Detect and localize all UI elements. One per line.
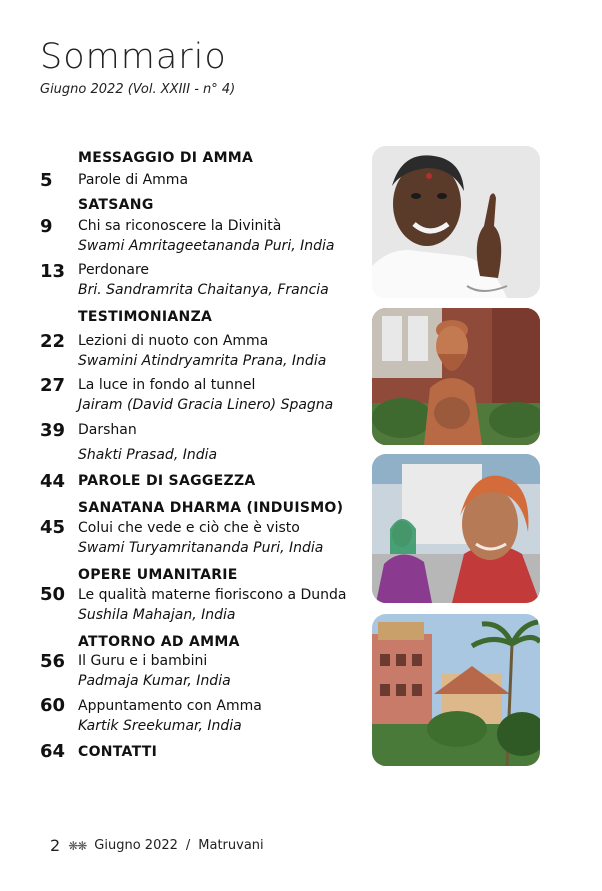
article-author: Shakti Prasad, India (78, 447, 218, 463)
page-number: 13 (40, 261, 66, 282)
page-number: 56 (40, 651, 66, 672)
article-title[interactable]: Chi sa riconoscere la Divinità (78, 218, 282, 234)
footer-page-number: 2 (50, 836, 61, 855)
page-number: 5 (40, 170, 53, 191)
page-number: 22 (40, 331, 66, 352)
footer-magazine-name: Matruvani (198, 838, 264, 853)
article-title[interactable]: Appuntamento con Amma (78, 698, 262, 714)
page-title: Sommario (40, 37, 227, 77)
article-author: Kartik Sreekumar, India (78, 718, 242, 734)
article-author: Bri. Sandramrita Chaitanya, Francia (78, 282, 329, 298)
page-number: 9 (40, 216, 53, 237)
section-heading-sanatana[interactable]: SANATANA DHARMA (INDUISMO) (78, 500, 344, 516)
article-author: Jairam (David Gracia Linero) Spagna (78, 397, 334, 413)
flower-ornament-icon: ❋❋ (68, 838, 87, 853)
section-heading-opere[interactable]: OPERE UMANITARIE (78, 567, 238, 583)
article-title[interactable]: Le qualità materne fioriscono a Dunda (78, 587, 347, 603)
page-number: 60 (40, 695, 66, 716)
article-title[interactable]: Colui che vede e ciò che è visto (78, 520, 300, 536)
page-number: 50 (40, 584, 66, 605)
section-heading-contatti[interactable]: CONTATTI (78, 744, 158, 760)
section-heading-messaggio[interactable]: MESSAGGIO DI AMMA (78, 150, 254, 166)
section-heading-testimonianza[interactable]: TESTIMONIANZA (78, 309, 213, 325)
page-number: 39 (40, 420, 66, 441)
page-number: 44 (40, 471, 66, 492)
article-title[interactable]: Il Guru e i bambini (78, 653, 208, 669)
amma-portrait-photo (372, 146, 540, 298)
article-author: Swami Amritageetananda Puri, India (78, 238, 335, 254)
section-heading-satsang[interactable]: SATSANG (78, 197, 154, 213)
article-title[interactable]: Lezioni di nuoto con Amma (78, 333, 269, 349)
page-footer (50, 836, 264, 855)
article-title[interactable]: Parole di Amma (78, 172, 189, 188)
temple-photo (372, 614, 540, 766)
footer-separator: / (185, 838, 191, 853)
article-title[interactable]: La luce in fondo al tunnel (78, 377, 256, 393)
footer-issue: Giugno 2022 (94, 838, 178, 853)
statue-photo (372, 308, 540, 445)
article-author: Padmaja Kumar, India (78, 673, 231, 689)
page-number: 45 (40, 517, 66, 538)
article-author: Sushila Mahajan, India (78, 607, 236, 623)
section-heading-attorno[interactable]: ATTORNO AD AMMA (78, 634, 240, 650)
women-photo (372, 454, 540, 603)
article-author: Swamini Atindryamrita Prana, India (78, 353, 327, 369)
page-number: 27 (40, 375, 66, 396)
section-heading-parole[interactable]: PAROLE DI SAGGEZZA (78, 473, 256, 489)
article-title[interactable]: Darshan (78, 422, 137, 438)
page-number: 64 (40, 741, 66, 762)
issue-subtitle: Giugno 2022 (Vol. XXIII - n° 4) (40, 82, 236, 97)
article-author: Swami Turyamritananda Puri, India (78, 540, 324, 556)
article-title[interactable]: Perdonare (78, 262, 150, 278)
